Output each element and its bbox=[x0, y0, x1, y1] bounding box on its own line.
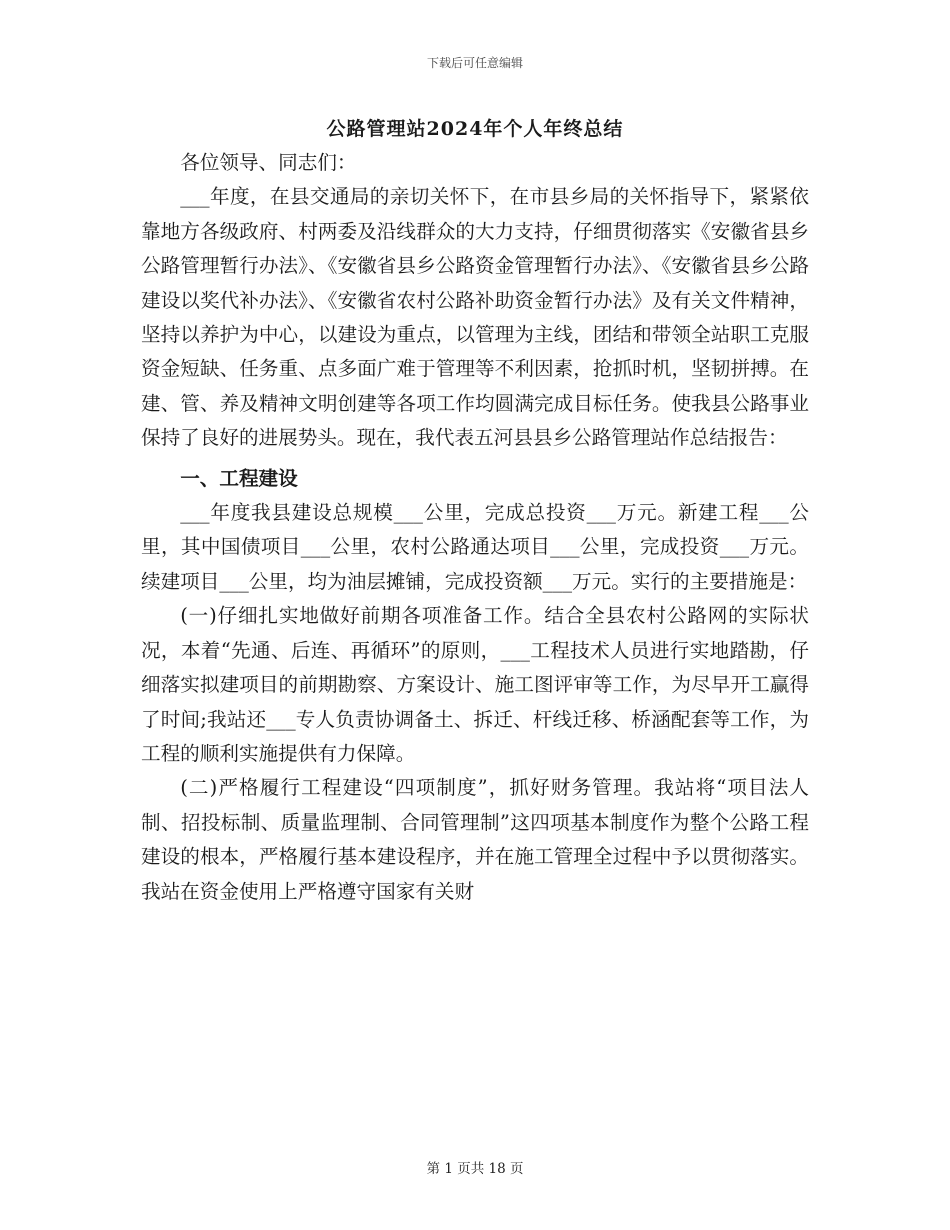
document-body bbox=[141, 146, 809, 909]
header-note: 下载后可任意编辑 bbox=[426, 56, 523, 70]
section1-paragraph-2: (一)仔细扎实地做好前期各项准备工作。结合全县农村公路网的实际状况，本着“先通、后连、再循环”的原则，___工程技术人员进行实地踏勘，仔细落实拟建项目的前期勘察、方案设计、施工图评审等工作，为尽早开工赢得了时间;我站还___专人负责协调备土、拆迁、杆线迁移、桥涵配套等工作，为工程的顺利实施提供有力保障。 bbox=[141, 604, 809, 765]
page-number-footer: 第 1 页共 18 页 bbox=[426, 1161, 524, 1177]
document-title: 公路管理站2024年个人年终总结 bbox=[326, 118, 624, 140]
salutation: 各位领导、同志们： bbox=[180, 151, 357, 174]
section1-paragraph-1: ___年度我县建设总规模___公里，完成总投资___万元。新建工程___公里，其中国债项目___公里，农村公路通达项目___公里，完成投资___万元。续建项目___公里，均为油层摊铺，完成投资额___万元。实行的主要措施是： bbox=[141, 501, 809, 593]
section-heading-engineering: 一、工程建设 bbox=[180, 466, 298, 490]
intro-paragraph: ___年度，在县交通局的亲切关怀下，在市县乡局的关怀指导下，紧紧依靠地方各级政府、村两委及沿线群众的大力支持，仔细贯彻落实《安徽省县乡公路管理暂行办法》、《安徽省县乡公路资金管理暂行办法》、《安徽省县乡公路建设以奖代补办法》、《安徽省农村公路补助资金暂行办法》及有关文件精神，坚持以养护为中心，以建设为重点，以管理为主线，团结和带领全站职工克服资金短缺、任务重、点多面广难于管理等不利因素，抢抓时机，坚韧拼搏。在建、管、养及精神文明创建等各项工作均圆满完成目标任务。使我县公路事业保持了良好的进展势头。现在，我代表五河县县乡公路管理站作总结报告： bbox=[141, 185, 809, 450]
section1-paragraph-3: (二)严格履行工程建设“四项制度”，抓好财务管理。我站将“项目法人制、招投标制、质量监理制、合同管理制”这四项基本制度作为整个公路工程建设的根本，严格履行基本建设程序，并在施工管理全过程中予以贯彻落实。我站在资金使用上严格遵守国家有关财 bbox=[141, 776, 809, 903]
